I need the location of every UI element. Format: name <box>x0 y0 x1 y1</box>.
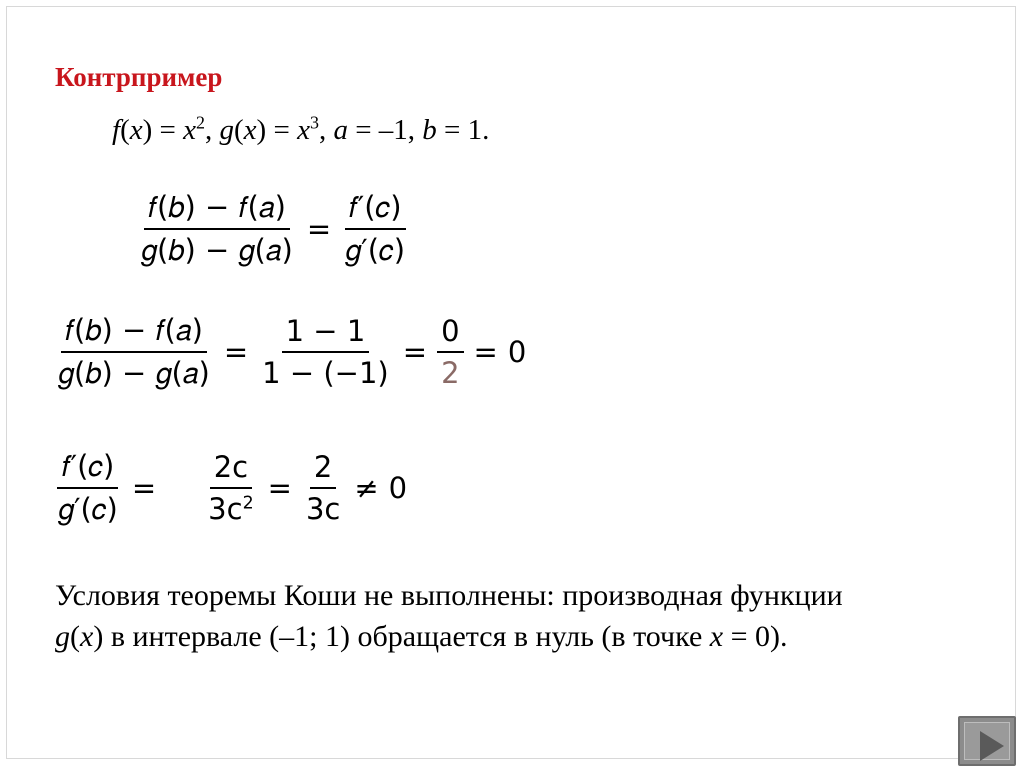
g-label: g <box>55 620 70 653</box>
fraction-zero-over-two <box>437 314 463 390</box>
not-equal-sign: ≠ <box>354 471 379 505</box>
denominator-base: 3c <box>208 492 243 526</box>
x-var: x <box>709 620 724 653</box>
fraction-numerator: 1 − 1 <box>282 314 370 353</box>
fraction-numerator: 2 <box>310 450 336 489</box>
play-triangle-icon <box>980 731 1004 761</box>
f-def-base: x <box>183 114 196 146</box>
fraction-denominator: 𝑔′(𝑐) <box>345 233 406 267</box>
next-slide-button-face[interactable] <box>964 722 1010 760</box>
fraction-denominator: 2 <box>441 356 460 390</box>
fraction-two-over-3c <box>302 450 344 526</box>
conclusion-text-1: Условия теоремы Коши не выполнены: производная функции <box>55 579 843 612</box>
fraction-numerator: 2c <box>210 450 252 489</box>
g-def-base: x <box>297 114 310 146</box>
fraction-numerator: 𝑓′(𝑐) <box>57 449 118 489</box>
denominator-exponent: 2 <box>242 493 254 514</box>
x-var: x <box>243 114 257 146</box>
fraction-denominator <box>204 489 257 526</box>
fraction-rhs <box>341 190 409 268</box>
a-value: –1 <box>378 114 408 146</box>
f-def-exp: 2 <box>196 112 205 133</box>
equals-sign: = <box>306 212 332 246</box>
result-value: 0 <box>507 335 527 369</box>
conclusion-paragraph: Условия теоремы Коши не выполнены: производная функции g(x) в интервале (–1; 1) обращается в нуль (в точке x = 0). <box>55 579 843 653</box>
fraction-numerator: 0 <box>437 314 463 353</box>
given-functions-line: $f(x) = x^2$, $g(x) = x^3$, a = –1, b = 1. <box>112 112 490 146</box>
equals-sign: = <box>473 335 498 369</box>
fraction-lhs <box>54 449 122 527</box>
fraction-denominator: 1 − (−1) <box>262 356 389 390</box>
result-value: 0 <box>388 471 408 505</box>
b-label: b <box>422 114 437 146</box>
fraction-lhs <box>54 313 214 391</box>
fraction-denominator: 𝑔′(𝑐) <box>58 492 118 526</box>
f-label: f <box>112 114 121 146</box>
a-label: a <box>333 114 348 146</box>
conclusion-text-2: в интервале (–1; 1) обращается в нуль (в точке <box>103 620 710 653</box>
fraction-denominator: 3c <box>305 492 341 526</box>
fraction-mid <box>204 450 257 526</box>
fraction-mid <box>258 314 393 390</box>
equals-sign: = <box>267 471 292 505</box>
lhs-evaluation <box>54 313 526 391</box>
equals-sign: = <box>402 335 428 369</box>
fraction-denominator: 𝑔(𝑏) − 𝑔(𝑎) <box>141 233 293 267</box>
next-slide-button[interactable] <box>958 716 1016 766</box>
fraction-numerator: 𝑓′(𝑐) <box>345 190 406 230</box>
equals-sign: = <box>131 471 157 505</box>
b-value: 1 <box>467 114 483 146</box>
x-var: x <box>129 114 143 146</box>
slide-heading: Контрпример <box>55 62 223 92</box>
fraction-lhs <box>137 190 297 268</box>
x-var: x <box>80 620 94 653</box>
g-def-exp: 3 <box>309 112 319 133</box>
equals-sign: = <box>223 335 249 369</box>
rhs-evaluation <box>54 449 407 527</box>
g-label: g <box>219 114 234 146</box>
conclusion-text-3: = 0). <box>723 620 788 653</box>
fraction-numerator: 𝑓(𝑏) − 𝑓(𝑎) <box>61 313 207 353</box>
cauchy-formula <box>137 190 409 268</box>
fraction-numerator: 𝑓(𝑏) − 𝑓(𝑎) <box>144 190 290 230</box>
fraction-denominator: 𝑔(𝑏) − 𝑔(𝑎) <box>58 356 210 390</box>
